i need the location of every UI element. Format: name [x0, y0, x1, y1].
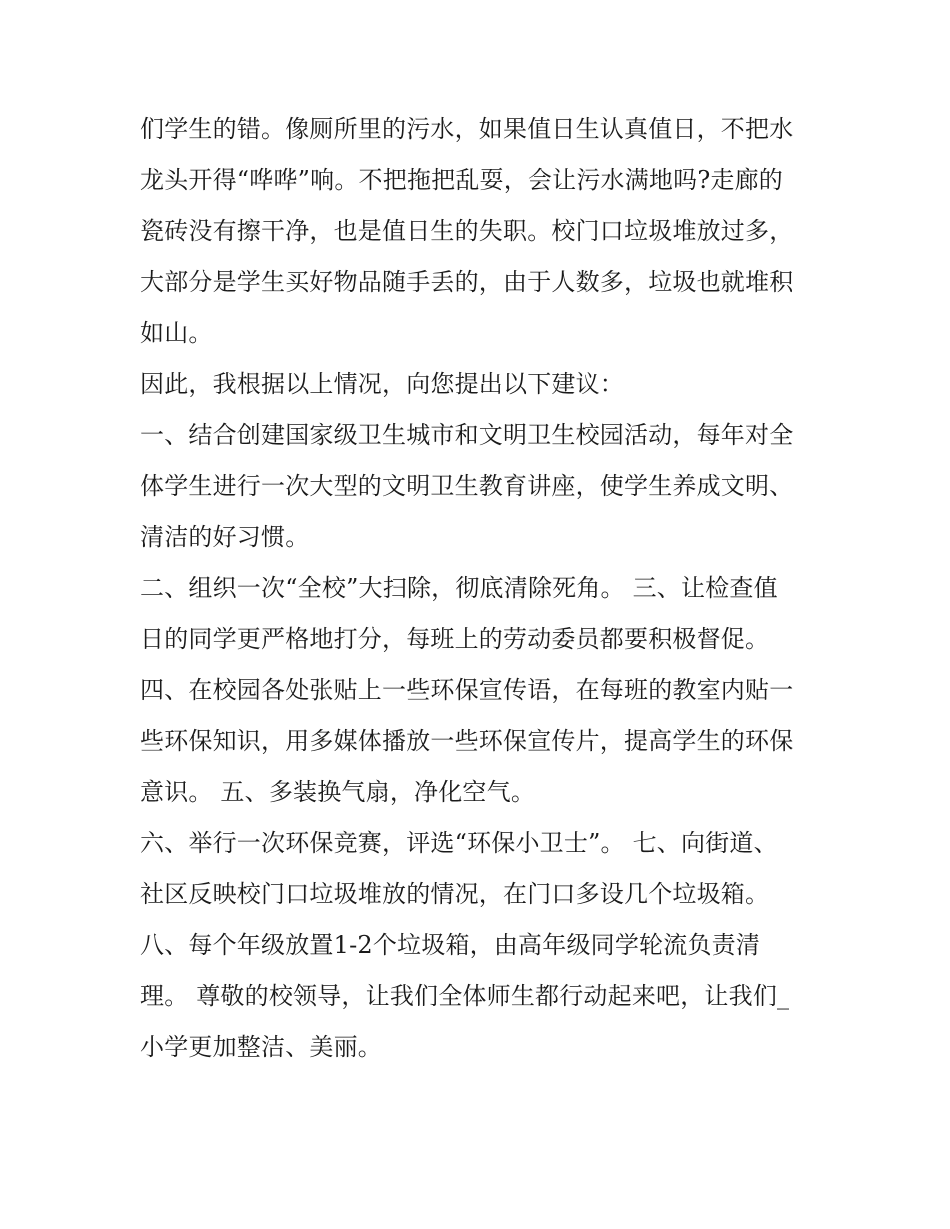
text-line: 六、举行一次环保竞赛，评选“环保小卫士”。 七、向街道、 [140, 829, 778, 857]
text-line: 二、组织一次“全校”大扫除，彻底清除死角。 三、让检查值 [140, 574, 778, 602]
text-line: 大部分是学生买好物品随手丢的，由于人数多，垃圾也就堆积 [140, 268, 794, 296]
text-line: 日的同学更严格地打分，每班上的劳动委员都要积极督促。 [140, 625, 770, 653]
text-line: 理。 尊敬的校领导，让我们全体师生都行动起来吧，让我们_ [140, 982, 790, 1010]
text-line: 清洁的好习惯。 [140, 523, 310, 551]
text-line: 些环保知识，用多媒体播放一些环保宣传片，提高学生的环保 [140, 727, 794, 755]
text-line: 体学生进行一次大型的文明卫生教育讲座，使学生养成文明、 [140, 472, 794, 500]
text-line: 四、在校园各处张贴上一些环保宣传语，在每班的教室内贴一 [140, 676, 794, 704]
text-line: 龙头开得“哗哗”响。不把拖把乱耍，会让污水满地吗?走廊的 [140, 166, 784, 194]
text-line: 瓷砖没有擦干净，也是值日生的失职。校门口垃圾堆放过多， [140, 217, 794, 245]
text-line: 们学生的错。像厕所里的污水，如果值日生认真值日，不把水 [140, 115, 794, 143]
document-body [140, 104, 820, 1073]
text-line: 意识。 五、多装换气扇，净化空气。 [140, 778, 536, 806]
text-line: 八、每个年级放置1-2个垃圾箱，由高年级同学轮流负责清 [140, 931, 761, 959]
text-line: 社区反映校门口垃圾堆放的情况，在门口多设几个垃圾箱。 [140, 880, 770, 908]
text-line: 小学更加整洁、美丽。 [140, 1033, 382, 1061]
text-line: 因此，我根据以上情况，向您提出以下建议： [140, 370, 624, 398]
text-line: 如山。 [140, 319, 213, 347]
text-line: 一、结合创建国家级卫生城市和文明卫生校园活动，每年对全 [140, 421, 794, 449]
